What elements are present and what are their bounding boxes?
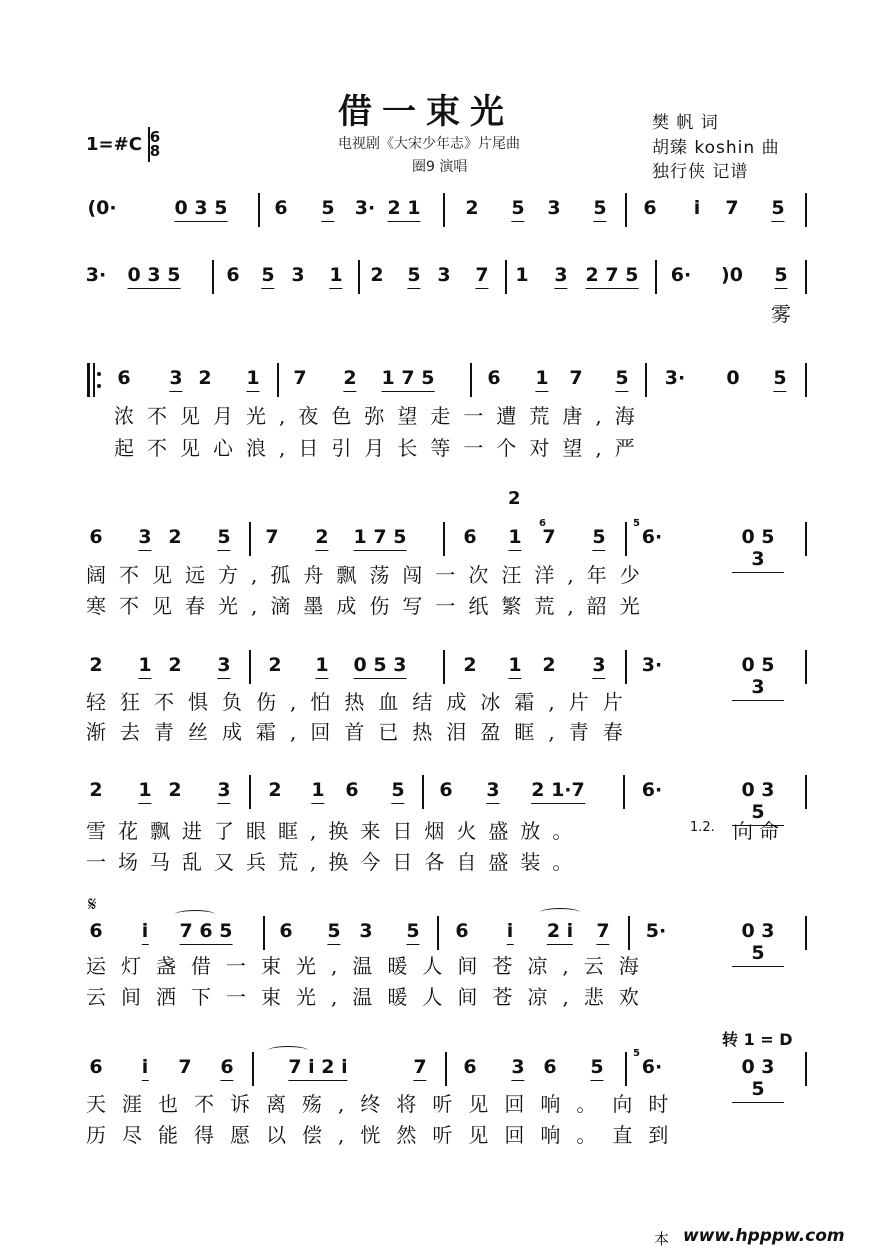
lyric-text: 渐去青丝成霜,回首已热泪盈眶,青春 bbox=[86, 720, 637, 744]
note: 3· bbox=[354, 197, 376, 219]
note: 6· bbox=[641, 779, 663, 801]
note-group: 2 1 bbox=[387, 197, 420, 222]
barline bbox=[805, 363, 807, 397]
note: 5 bbox=[593, 197, 606, 222]
note: )0 bbox=[721, 264, 743, 286]
lyric-text: 阔不见远方,孤舟飘荡闯一次汪洋,年少 bbox=[86, 563, 653, 587]
lyric-text: 天涯也不诉离殇,终将听见回响。向时 bbox=[86, 1092, 685, 1116]
note: 6 bbox=[226, 264, 240, 286]
note: 5 bbox=[511, 197, 524, 222]
lyric-line-2a bbox=[80, 559, 810, 585]
lyric-text: 浓不见月光,夜色弥望走一遭荒唐,海 bbox=[114, 404, 648, 428]
note: 2 bbox=[463, 654, 477, 676]
note: 1 bbox=[508, 654, 521, 679]
note: 1 bbox=[329, 264, 342, 289]
barline bbox=[249, 522, 251, 556]
barline bbox=[805, 193, 807, 227]
note: 1 bbox=[535, 367, 548, 392]
note: 7 bbox=[265, 526, 279, 548]
barline bbox=[249, 650, 251, 684]
note: 7 bbox=[178, 1056, 192, 1078]
note: i bbox=[142, 920, 149, 945]
note: 6 bbox=[89, 1056, 103, 1078]
barline bbox=[805, 522, 807, 556]
note-group: 0 5 3 bbox=[354, 654, 407, 679]
note: 1 bbox=[138, 654, 151, 679]
note-group: 0 3 5 bbox=[732, 1056, 784, 1103]
note: 5 bbox=[391, 779, 404, 804]
slur-mark bbox=[268, 1046, 308, 1055]
note: 3· bbox=[85, 264, 107, 286]
barline bbox=[625, 522, 627, 556]
note: 2 bbox=[268, 779, 282, 801]
note: 0 bbox=[726, 367, 740, 389]
note: 1 bbox=[508, 526, 521, 551]
note: 2 bbox=[89, 779, 103, 801]
note: 6· bbox=[641, 526, 663, 548]
note: 3 bbox=[511, 1056, 524, 1081]
transcriber-credit: 独行侠 记谱 bbox=[652, 162, 749, 182]
note: 5 bbox=[771, 197, 784, 222]
note-group: 0 3 5 bbox=[175, 197, 228, 222]
note: 2 bbox=[168, 654, 182, 676]
music-line-intro-1 bbox=[80, 197, 810, 227]
note: 1 bbox=[246, 367, 259, 392]
note: 5 bbox=[406, 920, 419, 945]
meter-top: 6 bbox=[149, 128, 161, 146]
barline bbox=[805, 1052, 807, 1086]
note: 6 bbox=[279, 920, 293, 942]
note: 5 bbox=[774, 264, 787, 289]
barline bbox=[623, 775, 625, 809]
note: 2 bbox=[370, 264, 384, 286]
barline bbox=[358, 260, 360, 294]
lyric-line-2b bbox=[80, 590, 810, 616]
music-line-1 bbox=[80, 367, 810, 397]
lyric-line-5a bbox=[80, 950, 810, 976]
lyric-line-4b bbox=[80, 846, 810, 872]
lyric-text: 轻狂不惧负伤,怕热血结成冰霜,片片 bbox=[86, 690, 637, 714]
barline bbox=[628, 916, 630, 950]
note: 7 bbox=[413, 1056, 426, 1081]
music-line-2 bbox=[80, 518, 810, 570]
note: 5 bbox=[592, 526, 605, 551]
note: i bbox=[507, 920, 514, 945]
key-signature: 1=#C bbox=[86, 134, 142, 155]
note-group: 0 3 5 bbox=[732, 920, 784, 967]
lyric-text: 寒不见春光,滴墨成伤写一纸繁荒,韶光 bbox=[86, 594, 653, 618]
note: 3 bbox=[217, 654, 230, 679]
barline bbox=[212, 260, 214, 294]
music-line-3 bbox=[80, 654, 810, 698]
note: 6 bbox=[220, 1056, 233, 1081]
lyric-text: 历尽能得愿以偿,恍然听见回响。直到 bbox=[86, 1123, 685, 1147]
note: 5· bbox=[645, 920, 667, 942]
note: 6 bbox=[463, 526, 477, 548]
note: 6· bbox=[670, 264, 692, 286]
note: 6 bbox=[89, 526, 103, 548]
composer-credit: 胡臻 koshin 曲 bbox=[652, 138, 780, 158]
note-group: 0 5 3 bbox=[732, 654, 784, 701]
barline bbox=[422, 775, 424, 809]
subtitle: 电视剧《大宋少年志》片尾曲 bbox=[338, 136, 520, 152]
grace-note: 5 bbox=[633, 518, 640, 529]
lyric-line-3b bbox=[80, 716, 810, 742]
note: 3 bbox=[291, 264, 305, 286]
barline bbox=[252, 1052, 254, 1086]
barline bbox=[805, 775, 807, 809]
note: 3 bbox=[437, 264, 451, 286]
note: 3 bbox=[359, 920, 373, 942]
music-line-6 bbox=[80, 1048, 810, 1100]
note: 1 bbox=[311, 779, 324, 804]
note: 1 bbox=[515, 264, 529, 286]
note: 7 bbox=[542, 526, 556, 548]
note: 5 bbox=[773, 367, 786, 392]
barline bbox=[443, 522, 445, 556]
lyric-text: 云间洒下一束光,温暖人间苍凉,悲欢 bbox=[86, 985, 654, 1009]
note: 5 bbox=[407, 264, 420, 289]
modulation-mark: 转 1 = D bbox=[722, 1030, 793, 1049]
note: 1 bbox=[138, 779, 151, 804]
barline bbox=[505, 260, 507, 294]
barline bbox=[258, 193, 260, 227]
singer-credit: 圈9 演唱 bbox=[412, 159, 468, 175]
note-group: 2 7 5 bbox=[586, 264, 639, 289]
barline bbox=[437, 916, 439, 950]
note: 7 bbox=[569, 367, 583, 389]
note: 6 bbox=[439, 779, 453, 801]
note: 3 bbox=[592, 654, 605, 679]
note: 3 bbox=[169, 367, 182, 392]
barline bbox=[249, 775, 251, 809]
note: 2 bbox=[198, 367, 212, 389]
ending-mark: 2 bbox=[508, 488, 521, 509]
note: i bbox=[693, 197, 701, 219]
note: 5 bbox=[615, 367, 628, 392]
note: i bbox=[142, 1056, 149, 1081]
lyric-line-1b bbox=[80, 432, 810, 458]
note: 6 bbox=[274, 197, 288, 219]
note: 7 bbox=[293, 367, 307, 389]
note: 6 bbox=[487, 367, 501, 389]
note: 3· bbox=[664, 367, 686, 389]
page-title: 借一束光 bbox=[338, 92, 514, 132]
note: 2 bbox=[168, 526, 182, 548]
lyricist-credit: 樊 帆 词 bbox=[652, 113, 719, 133]
note-group: 1 7 5 bbox=[382, 367, 435, 392]
note: 7 bbox=[596, 920, 609, 945]
barline bbox=[805, 916, 807, 950]
barline bbox=[625, 650, 627, 684]
barline bbox=[277, 363, 279, 397]
note: (0· bbox=[87, 197, 117, 219]
grace-note: 5 bbox=[633, 1048, 640, 1059]
grace-note: 6 bbox=[539, 518, 546, 529]
lyric-text: 运灯盏借一束光,温暖人间苍凉,云海 bbox=[86, 954, 654, 978]
note-group: 7 i 2 i bbox=[288, 1056, 347, 1081]
lyric-text: 一场马乱又兵荒,换今日各自盛装。 bbox=[86, 850, 585, 874]
note: 5 bbox=[261, 264, 274, 289]
note: 6 bbox=[89, 920, 103, 942]
note: 1 bbox=[315, 654, 328, 679]
note: 6 bbox=[463, 1056, 477, 1078]
barline bbox=[625, 1052, 627, 1086]
note: 6 bbox=[117, 367, 131, 389]
footer-prefix: 本 bbox=[654, 1230, 670, 1248]
lyric-line-6b bbox=[80, 1119, 810, 1145]
barline bbox=[805, 650, 807, 684]
note: 5 bbox=[321, 197, 334, 222]
note: 5 bbox=[327, 920, 340, 945]
note: 2 bbox=[465, 197, 479, 219]
note: 6· bbox=[641, 1056, 663, 1078]
note: 6 bbox=[345, 779, 359, 801]
lyric-text: 起不见心浪,日引月长等一个对望,严 bbox=[114, 436, 648, 460]
note-group: 0 5 3 bbox=[732, 526, 784, 573]
lyric-line-5b bbox=[80, 981, 810, 1007]
note: 3 bbox=[138, 526, 151, 551]
lyric-line-1a bbox=[80, 400, 810, 426]
music-line-5 bbox=[80, 920, 810, 964]
lyric-line-6a bbox=[80, 1088, 810, 1114]
note: 6 bbox=[543, 1056, 557, 1078]
lyric-text: 雪花飘进了眼眶,换来日烟火盛放。 bbox=[86, 819, 585, 843]
note-group: 1 7 5 bbox=[354, 526, 407, 551]
note-group: 7 6 5 bbox=[180, 920, 233, 945]
note: 3 bbox=[554, 264, 567, 289]
barline bbox=[655, 260, 657, 294]
note-group: 2 i bbox=[547, 920, 573, 945]
barline bbox=[645, 363, 647, 397]
meter-line bbox=[148, 127, 150, 162]
note: 2 bbox=[343, 367, 356, 392]
note: 2 bbox=[542, 654, 556, 676]
barline bbox=[445, 1052, 447, 1086]
lyric-tail: 向命 bbox=[733, 819, 785, 843]
note-group: 2 1·7 bbox=[531, 779, 585, 804]
barline bbox=[443, 193, 445, 227]
watermark-link[interactable]: www.hpppw.com bbox=[683, 1226, 845, 1246]
note-group: 0 3 5 bbox=[128, 264, 181, 289]
music-line-intro-2 bbox=[80, 264, 810, 294]
note: 5 bbox=[590, 1056, 603, 1081]
barline bbox=[470, 363, 472, 397]
note: 2 bbox=[268, 654, 282, 676]
note: 3 bbox=[217, 779, 230, 804]
music-line-4 bbox=[80, 779, 810, 823]
note-group: 0 3 5 bbox=[732, 779, 784, 826]
note: 3 bbox=[486, 779, 499, 804]
note: 6 bbox=[643, 197, 657, 219]
segno-sign: 𝄋 bbox=[88, 892, 97, 916]
barline bbox=[443, 650, 445, 684]
volta-label: 1.2. bbox=[690, 820, 715, 835]
slur-mark bbox=[540, 908, 580, 917]
slur-mark bbox=[175, 910, 215, 919]
note: 6 bbox=[455, 920, 469, 942]
note: 7 bbox=[725, 197, 739, 219]
barline bbox=[805, 260, 807, 294]
lyric-line-3a bbox=[80, 686, 810, 712]
note: 7 bbox=[475, 264, 488, 289]
note: 2 bbox=[168, 779, 182, 801]
note: 3 bbox=[547, 197, 561, 219]
note: 2 bbox=[89, 654, 103, 676]
time-signature bbox=[148, 130, 162, 158]
note: 2 bbox=[315, 526, 328, 551]
lyric-char: 雾 bbox=[771, 302, 791, 326]
barline bbox=[263, 916, 265, 950]
barline bbox=[625, 193, 627, 227]
meter-bottom: 8 bbox=[149, 142, 161, 160]
note: 3· bbox=[641, 654, 663, 676]
note: 5 bbox=[217, 526, 230, 551]
